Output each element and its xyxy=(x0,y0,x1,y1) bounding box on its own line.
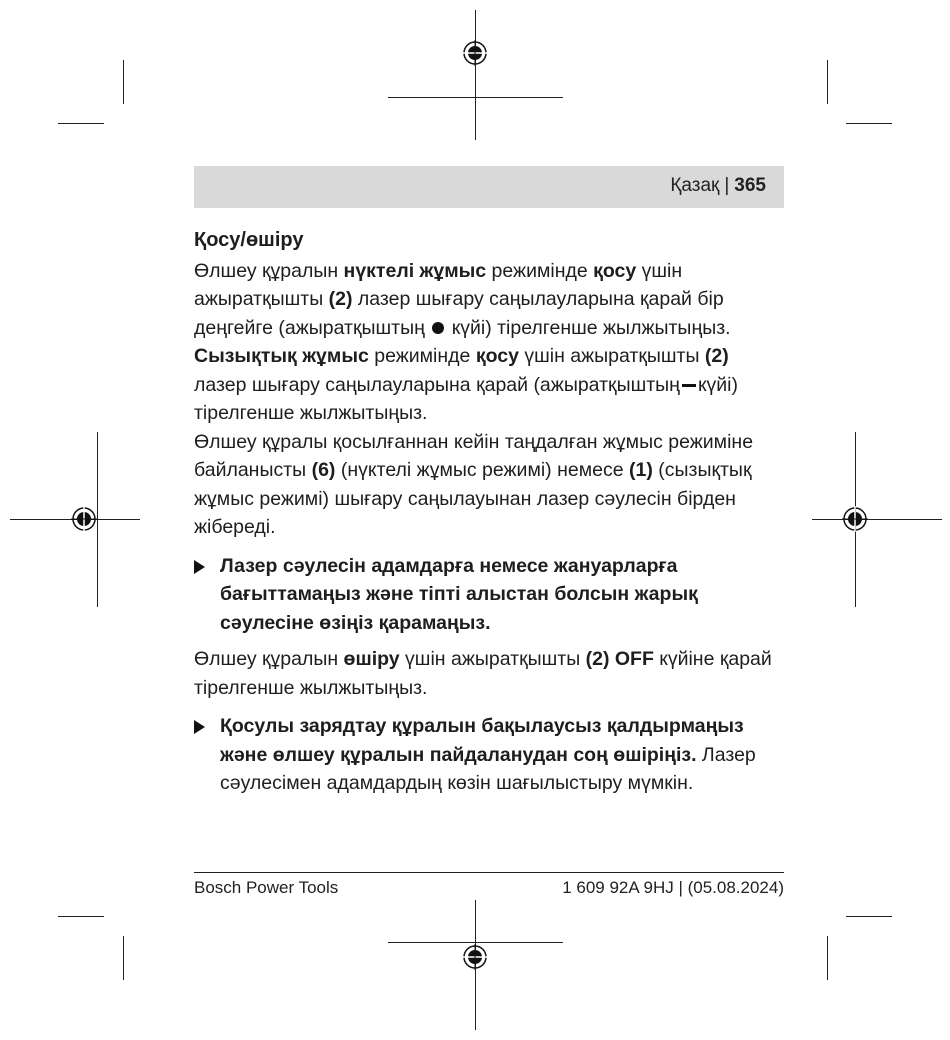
bold-text: (2) xyxy=(704,345,729,367)
bold-text: (1) xyxy=(628,459,653,481)
text: үшін ажыратқышты xyxy=(518,345,705,367)
paragraph-switch-on-point xyxy=(194,257,784,343)
text: Лазер сәулесімен адамдардың көзін шағылыстыру мүмкін. xyxy=(220,743,756,794)
bold-text: қосу xyxy=(593,259,637,282)
text: үшін ажыратқышты xyxy=(194,259,683,310)
header-separator: | xyxy=(724,175,730,196)
crop-mark xyxy=(812,519,942,520)
crop-mark xyxy=(388,97,563,98)
bold-text: (6) xyxy=(311,459,336,481)
crop-mark xyxy=(475,10,476,140)
paragraph-laser-emission xyxy=(194,428,784,542)
footer-brand: Bosch Power Tools xyxy=(194,878,339,897)
bold-text: (2) xyxy=(328,288,353,310)
registration-mark-icon xyxy=(71,506,97,532)
crop-mark xyxy=(827,936,828,980)
bold-text: Сызықтық жұмыс xyxy=(194,345,369,367)
paragraph-switch-on-line xyxy=(194,342,784,428)
footer-rule xyxy=(194,872,784,873)
text: (сызықтық жұмыс режимі) шығару саңылауынан лазер сәулесін бірден жібереді. xyxy=(194,459,752,538)
crop-mark xyxy=(58,123,104,124)
text: Өлшеу құралын xyxy=(194,259,344,282)
text: лазер шығару саңылауларына қарай бір деңгейге (ажыратқыштың xyxy=(194,288,724,339)
page-content xyxy=(194,226,784,806)
header-language: Қазақ xyxy=(670,175,720,196)
registration-mark-icon xyxy=(462,40,488,66)
section-heading: Қосу/өшіру xyxy=(194,229,304,251)
warning-unattended xyxy=(194,712,784,798)
text: режимінде xyxy=(368,345,476,367)
bold-text: (2) OFF xyxy=(585,648,654,670)
page-number: 365 xyxy=(734,175,766,196)
page-header xyxy=(194,166,784,208)
text: Өлшеу құралын xyxy=(194,648,344,670)
warning-arrow-icon xyxy=(194,560,205,574)
crop-mark xyxy=(123,936,124,980)
text: (нүктелі жұмыс режимі) немесе xyxy=(335,459,629,481)
bold-text: нүктелі жұмыс xyxy=(343,259,487,282)
text: үшін ажыратқышты xyxy=(399,648,586,670)
crop-mark xyxy=(846,916,892,917)
header-text xyxy=(670,175,766,197)
text: Өлшеу құралы қосылғаннан кейін таңдалған жұмыс режиміне байланысты xyxy=(194,430,754,481)
bold-text: қосу xyxy=(475,345,519,367)
text: лазер шығару саңылауларына қарай (ажыратқыштың xyxy=(194,373,680,396)
text: режимінде xyxy=(486,259,594,282)
text: күйі) тірелгенше жылжытыңыз. xyxy=(446,316,731,339)
line-position-icon xyxy=(682,384,696,387)
paragraph-switch-off xyxy=(194,645,784,702)
registration-mark-icon xyxy=(842,506,868,532)
warning-laser-eyes xyxy=(194,552,784,638)
warning-arrow-icon xyxy=(194,720,205,734)
warning-text: Қосулы зарядтау құралын бақылаусыз қалдырмаңыз және өлшеу құралын пайдаланудан соң өшіріңіз. xyxy=(220,715,744,766)
text: күйі) тірелгенше жылжытыңыз. xyxy=(194,373,738,424)
registration-mark-icon xyxy=(462,944,488,970)
crop-mark xyxy=(846,123,892,124)
footer-doc-id: 1 609 92A 9HJ | (05.08.2024) xyxy=(562,878,784,897)
warning-text: Лазер сәулесін адамдарға немесе жануарларға бағыттамаңыз және тіпті алыстан болсын жарық сәулесіне өзіңіз қарамаңыз. xyxy=(220,554,698,634)
crop-mark xyxy=(58,916,104,917)
crop-mark xyxy=(827,60,828,104)
dot-position-icon xyxy=(432,322,444,334)
text: күйіне қарай тірелгенше жылжытыңыз. xyxy=(194,648,772,699)
bold-text: өшіру xyxy=(343,648,400,670)
crop-mark xyxy=(123,60,124,104)
crop-mark xyxy=(388,942,563,943)
